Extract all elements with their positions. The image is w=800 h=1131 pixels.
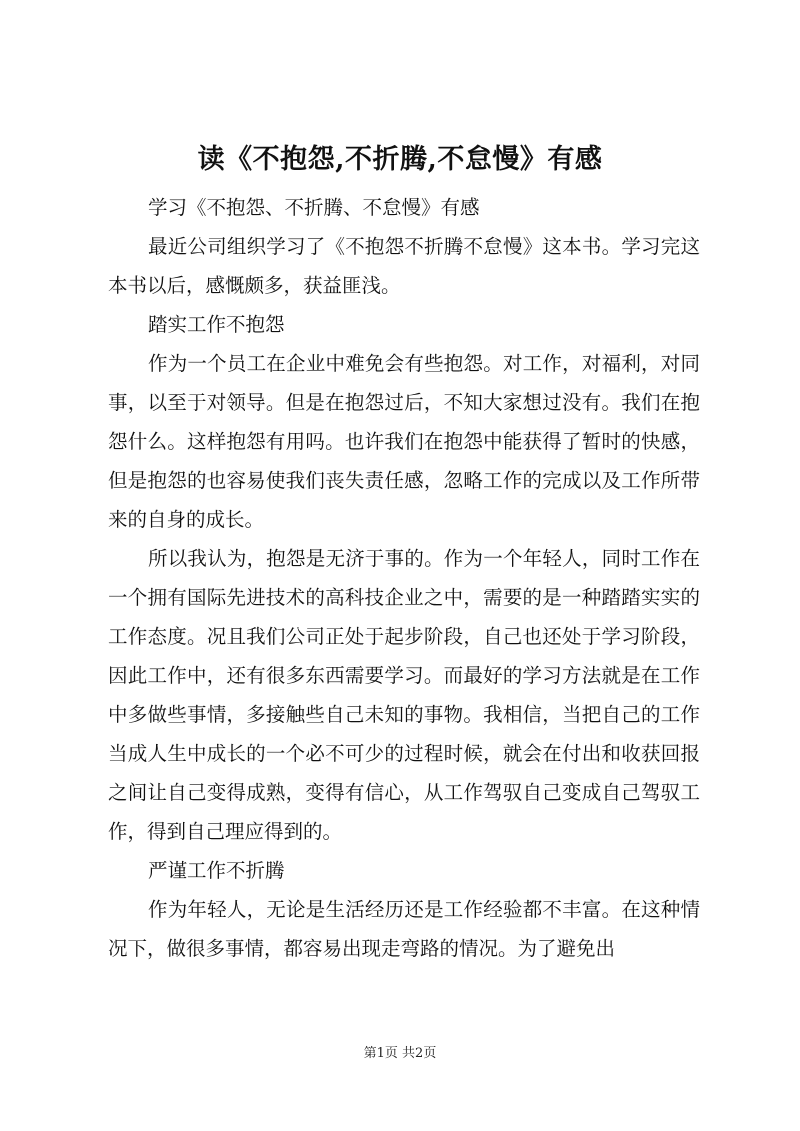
paragraph-conclusion: 所以我认为，抱怨是无济于事的。作为一个年轻人，同时工作在一个拥有国际先进技术的高科技企业之中，需要的是一种踏踏实实的工作态度。况且我们公司正处于起步阶段，自己也还处于学习阶段，因此工作中，还有很多东西需要学习。而最好的学习方法就是在工作中多做些事情，多接触些自己未知的事物。我相信，当把自己的工作当成人生中成长的一个必不可少的过程时候，就会在付出和收获回报之间让自己变得成熟，变得有信心，从工作驾驭自己变成自己驾驭工作，得到自己理应得到的。 (108, 547, 700, 843)
document-body (108, 188, 700, 968)
section-heading-no-fussing: 严谨工作不折腾 (147, 859, 285, 882)
page-footer: 第1页 共2页 (363, 1046, 437, 1061)
section-heading-no-complaining: 踏实工作不抱怨 (147, 313, 285, 336)
document-title: 读《不抱怨,不折腾,不怠慢》有感 (197, 144, 603, 175)
paragraph-subtitle: 学习《不抱怨、不折腾、不怠慢》有感 (147, 196, 480, 219)
paragraph-intro: 最近公司组织学习了《不抱怨不折腾不怠慢》这本书。学习完这本书以后，感慨颇多，获益匪浅。 (108, 235, 700, 297)
paragraph-complaining: 作为一个员工在企业中难免会有些抱怨。对工作，对福利，对同事，以至于对领导。但是在抱怨过后，不知大家想过没有。我们在抱怨什么。这样抱怨有用吗。也许我们在抱怨中能获得了暂时的快感，但是抱怨的也容易使我们丧失责任感，忽略工作的完成以及工作所带来的自身的成长。 (108, 352, 700, 531)
paragraph-young-people: 作为年轻人，无论是生活经历还是工作经验都不丰富。在这种情况下，做很多事情，都容易出现走弯路的情况。为了避免出 (108, 898, 700, 960)
